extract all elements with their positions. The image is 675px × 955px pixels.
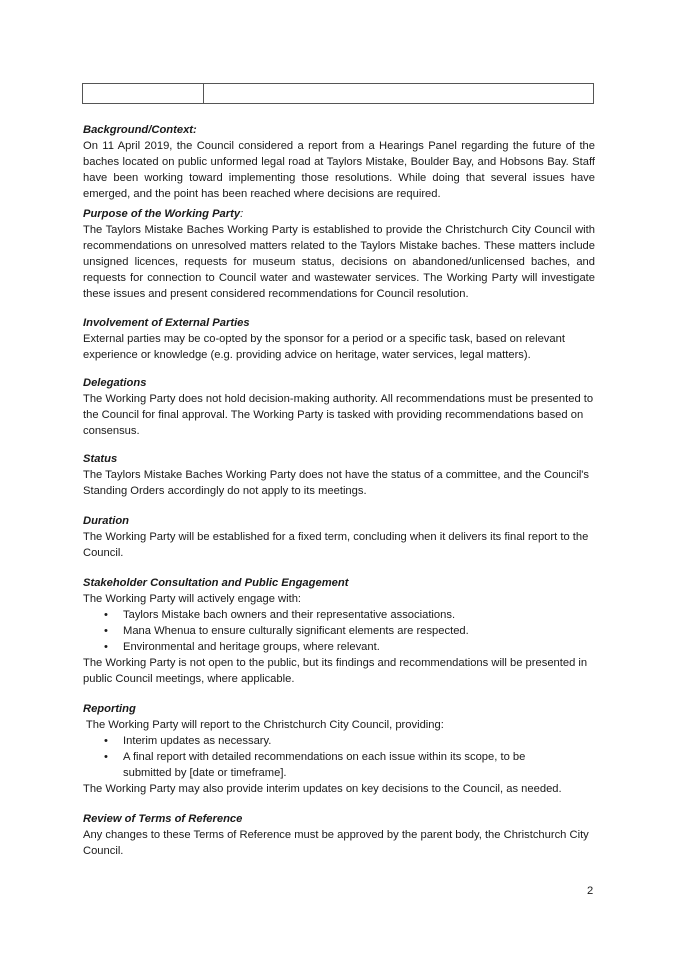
- heading-colon: :: [240, 208, 244, 220]
- section-text: The Taylors Mistake Baches Working Party is established to provide the Christchurch City Council with recommendations on unresolved matters related to the Taylors Mistake baches. These matters include unsigned licences, requests for museum status, decisions on abandoned/unlicensed baches, and requests for connection to Council water and wastewater services. The Working Party will investigate these issues and present considered recommendations for Council resolution.: [83, 224, 595, 300]
- section-review: [83, 811, 595, 859]
- section-heading: [83, 206, 595, 222]
- section-purpose: [83, 206, 595, 302]
- section-text: On 11 April 2019, the Council considered a report from a Hearings Panel regarding the future of the baches located on public unformed legal road at Taylors Mistake, Boulder Bay, and Hobsons Bay. Staff have been working toward implementing those resolutions. While doing that several issues have emerged, and the point has been reached where decisions are required.: [83, 140, 595, 200]
- list-item: • Taylors Mistake bach owners and their representative associations.: [123, 607, 595, 623]
- section-heading: Status: [83, 453, 118, 465]
- header-table: [82, 83, 594, 104]
- section-duration: [83, 513, 595, 561]
- section-delegations: [83, 375, 595, 439]
- section-heading: Involvement of External Parties: [83, 317, 250, 329]
- section-heading: Duration: [83, 515, 129, 527]
- section-intro: The Working Party will actively engage with:: [83, 593, 302, 605]
- section-outro: The Working Party is not open to the public, but its findings and recommendations will be presented in public Council meetings, where applicable.: [83, 657, 588, 685]
- section-text: External parties may be co-opted by the sponsor for a period or a specific task, based on relevant experience or knowledge (e.g. providing advice on heritage, water services, legal matters).: [83, 333, 565, 361]
- list-item: • Mana Whenua to ensure culturally significant elements are respected.: [123, 623, 595, 639]
- section-status: [83, 451, 595, 499]
- section-outro: The Working Party may also provide interim updates on key decisions to the Council, as needed.: [83, 783, 562, 795]
- list-item: • Environmental and heritage groups, where relevant.: [123, 639, 595, 655]
- section-text: The Working Party does not hold decision-making authority. All recommendations must be presented to the Council for final approval. The Working Party is tasked with providing recommendations based on consensus.: [83, 393, 594, 437]
- section-background: [83, 122, 595, 202]
- section-heading: Background/Context:: [83, 124, 197, 136]
- section-stakeholder: [83, 575, 595, 687]
- section-text: The Working Party will be established for a fixed term, concluding when it delivers its final report to the Council.: [83, 531, 589, 559]
- section-heading: Review of Terms of Reference: [83, 813, 243, 825]
- section-heading: Stakeholder Consultation and Public Engagement: [83, 577, 349, 589]
- list-item: • A final report with detailed recommendations on each issue within its scope, to be submitted by [date or timeframe].: [123, 749, 565, 781]
- section-text: Any changes to these Terms of Reference must be approved by the parent body, the Christchurch City Council.: [83, 829, 589, 857]
- section-heading-text: Purpose of the Working Party: [83, 208, 241, 220]
- list-item: • Interim updates as necessary.: [123, 733, 565, 749]
- page-number: 2: [587, 885, 594, 897]
- section-heading: Delegations: [83, 377, 147, 389]
- section-intro: The Working Party will report to the Christchurch City Council, providing:: [83, 719, 444, 731]
- section-text: The Taylors Mistake Baches Working Party does not have the status of a committee, and the Council's Standing Orders accordingly do not apply to its meetings.: [83, 469, 590, 497]
- section-external-parties: [83, 315, 595, 363]
- bullet-list: [83, 733, 595, 781]
- section-heading: Reporting: [83, 703, 136, 715]
- document-body: [83, 122, 595, 859]
- table-cell: [204, 84, 593, 103]
- section-reporting: [83, 701, 595, 797]
- bullet-list: [83, 607, 595, 655]
- table-cell: [83, 84, 204, 103]
